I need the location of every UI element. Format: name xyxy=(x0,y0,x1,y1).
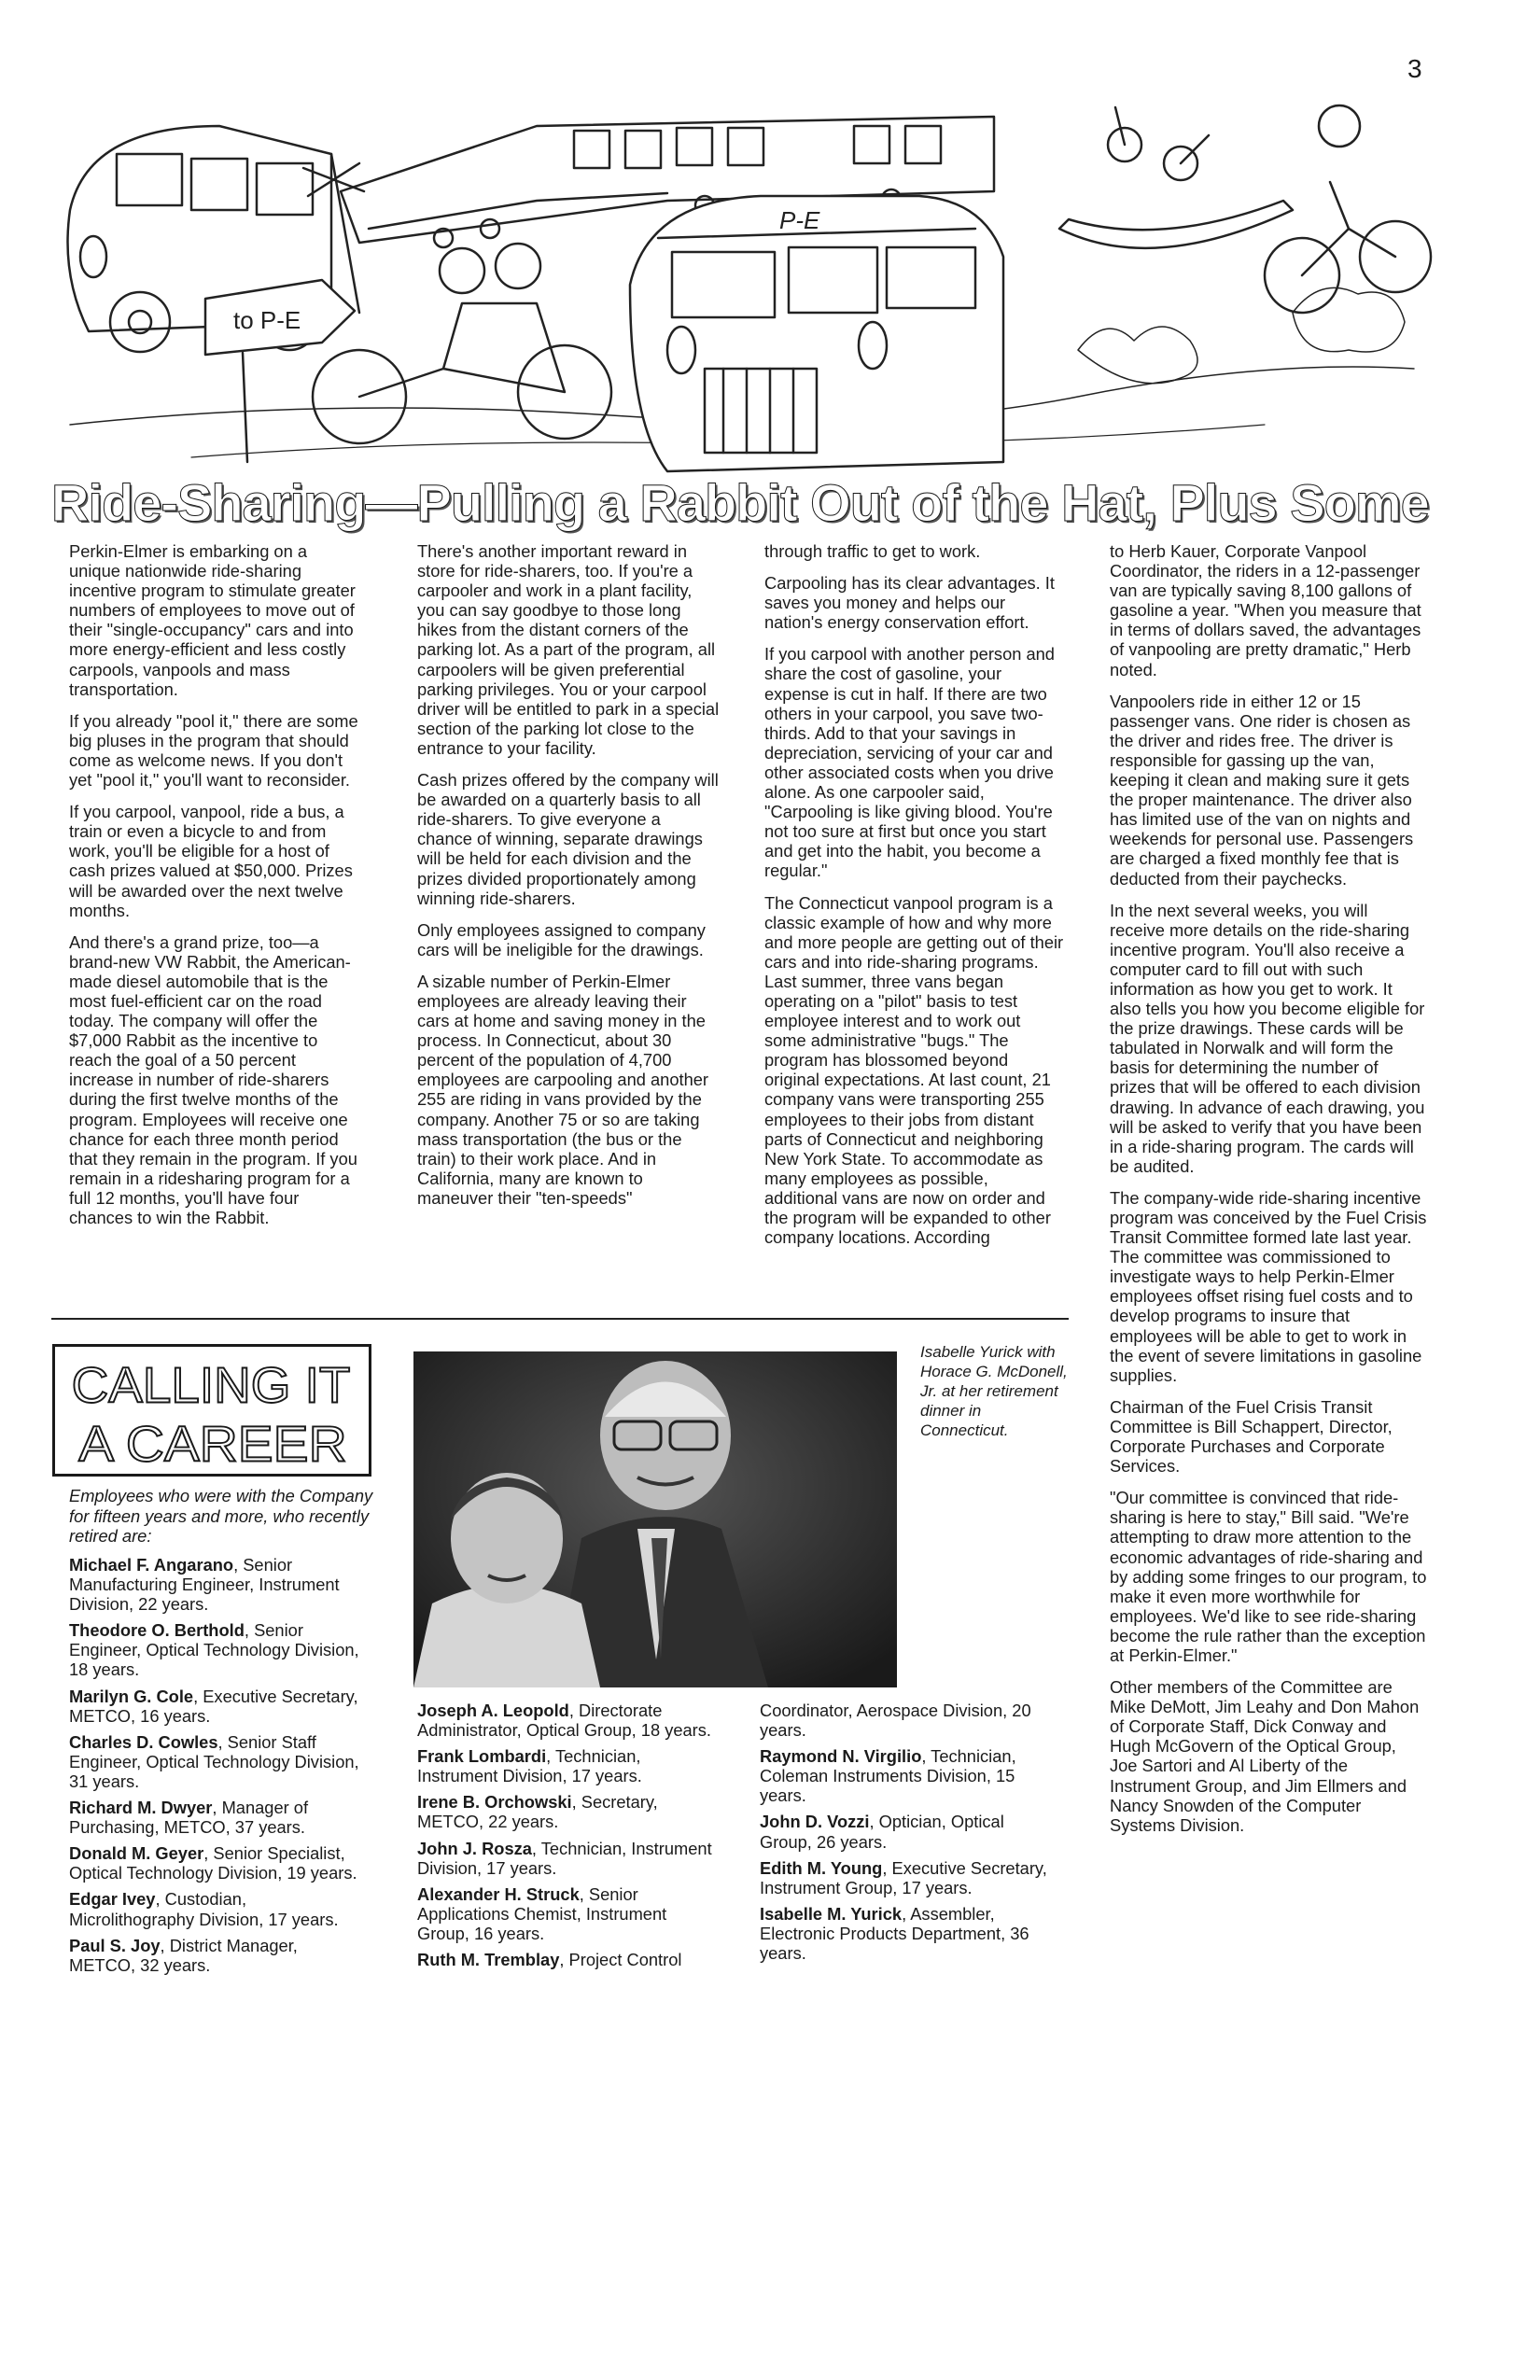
paragraph: And there's a grand prize, too—a brand-new VW Rabbit, the American-made diesel automobile that is the most fuel-efficient car on the road today. The company will offer the $7,000 Rabbit as the incentive to reach the goal of a 50 percent increase in number of ride-sharers during the first twelve months of the program. Employees will receive one chance for each three month period that they remain in the program. If you remain in a ridesharing program for a full 12 months, you'll have four chances to win the Rabbit. xyxy=(69,931,357,1227)
retiree-list-2 xyxy=(417,1701,716,1976)
retiree-detail: , Assembler, Electronic Products Department, 36 years. xyxy=(760,1903,1029,1964)
photo-caption: Isabelle Yurick with Horace G. McDonell, Jr. at her retirement dinner in Connecticut. xyxy=(920,1343,1068,1439)
retiree-list-1 xyxy=(69,1555,368,1981)
retiree-entry xyxy=(760,1904,1058,1963)
section-divider xyxy=(51,1318,1069,1320)
retiree-entry xyxy=(417,1884,716,1943)
retiree-entry xyxy=(417,1839,716,1878)
retiree-name: John J. Rosza xyxy=(417,1838,532,1858)
retiree-name: Paul S. Joy xyxy=(69,1935,161,1955)
retiree-entry xyxy=(69,1732,368,1791)
retiree-name: Joseph A. Leopold xyxy=(417,1701,569,1720)
retiree-name: Edith M. Young xyxy=(760,1857,883,1878)
paragraph: to Herb Kauer, Corporate Vanpool Coordinator, the riders in a 12-passenger van are typically saving 8,100 gallons of gasoline a year. "When you measure that in terms of dollars saved, the advantages of vanpooling are pretty dramatic," Herb noted. xyxy=(1110,541,1421,679)
calling-it-a-career-logo xyxy=(52,1344,371,1477)
retiree-detail: , Custodian, Microlithography Division, 17 years. xyxy=(69,1889,339,1929)
article-column-2 xyxy=(417,541,720,1220)
retiree-entry xyxy=(417,1792,716,1831)
logo-line-1: CALLING IT xyxy=(71,1357,351,1414)
retiree-detail: , Executive Secretary, Instrument Group, 17 years. xyxy=(760,1857,1047,1897)
retiree-entry xyxy=(417,1701,716,1740)
paragraph: Perkin-Elmer is embarking on a unique nationwide ride-sharing incentive program to stimulate greater numbers of employees to move out of their "single-occupancy" cars and into more energy-efficient and less costly carpools, vanpools and mass transportation. xyxy=(69,541,356,699)
retiree-detail: , Senior Staff Engineer, Optical Technology Division, 31 years. xyxy=(69,1731,359,1791)
retiree-detail: , Executive Secretary, METCO, 16 years. xyxy=(69,1686,358,1726)
logo-line-2: A CAREER xyxy=(78,1416,347,1473)
paragraph: Only employees assigned to company cars will be ineligible for the drawings. xyxy=(417,919,706,959)
article-column-1 xyxy=(69,541,358,1239)
paragraph: The company-wide ride-sharing incentive program was conceived by the Fuel Crisis Transit Committee formed late last year. The committee was commissioned to investigate ways to help Perkin-Elmer employees offset rising fuel costs and to develop programs to insure that employees will be able to get to work in the event of severe limitations in gasoline supplies. xyxy=(1110,1187,1427,1385)
paragraph: Carpooling has its clear advantages. It saves you money and helps our nation's energy conservation effort. xyxy=(764,573,1055,633)
retiree-name: Edgar Ivey xyxy=(69,1889,156,1910)
canoe-drawing xyxy=(1059,107,1293,248)
retiree-detail: , Technician, Instrument Division, 17 years. xyxy=(417,1746,642,1786)
retiree-name: Theodore O. Berthold xyxy=(69,1620,245,1641)
paragraph: Chairman of the Fuel Crisis Transit Committee is Bill Schappert, Director, Corporate Purchases and Corporate Services. xyxy=(1110,1396,1393,1477)
retiree-list-3 xyxy=(760,1701,1058,1969)
retiree-intro: Employees who were with the Company for fifteen years and more, who recently retired are: xyxy=(69,1486,373,1546)
retiree-name: Donald M. Geyer xyxy=(69,1843,204,1864)
retiree-entry xyxy=(417,1950,716,1969)
van-text: P-E xyxy=(779,206,820,234)
retiree-entry xyxy=(69,1889,368,1928)
retiree-name: John D. Vozzi xyxy=(760,1812,870,1832)
paragraph: The Connecticut vanpool program is a classic example of how and why more and more people are getting out of their cars and into ride-sharing programs. Last summer, three vans began operating on a "pilot" basis to test employee interest and to work out some administrative "bugs." The program has blossomed beyond original expectations. At last count, 21 company vans were transporting 255 employees to their jobs from distant parts of Connecticut and neighboring New York State. To accommodate as many employees as possible, additional vans are now on order and the program will be expanded to other company locations. According xyxy=(764,892,1064,1248)
paragraph: through traffic to get to work. xyxy=(764,541,981,561)
retiree-entry xyxy=(69,1687,368,1726)
retiree-detail: , District Manager, METCO, 32 years. xyxy=(69,1935,298,1975)
retiree-entry xyxy=(69,1555,368,1614)
tandem-bicycle-drawing xyxy=(313,244,611,443)
retiree-name: Ruth M. Tremblay xyxy=(417,1950,560,1970)
retiree-name: Irene B. Orchowski xyxy=(417,1792,572,1813)
paragraph: Vanpoolers ride in either 12 or 15 passenger vans. One rider is chosen as the driver and rides free. The driver is responsible for gassing up the van, keeping it clean and making sure it gets the proper maintenance. The driver also has limited use of the van on nights and weekends for personal use. Passengers are charged a fixed monthly fee that is deducted from their paychecks. xyxy=(1110,691,1414,889)
retiree-entry xyxy=(69,1798,368,1837)
retiree-name: Isabelle M. Yurick xyxy=(760,1903,903,1924)
retirement-photo xyxy=(413,1351,897,1687)
bus-drawing xyxy=(630,196,1003,471)
retiree-detail: , Technician, Coleman Instruments Division, 15 years. xyxy=(760,1746,1016,1806)
retiree-entry xyxy=(417,1746,716,1785)
retiree-entry-continued: Coordinator, Aerospace Division, 20 years. xyxy=(760,1701,1031,1741)
paragraph: Other members of the Committee are Mike DeMott, Jim Leahy and Don Mahon of Corporate Staff, Dick Conway and Hugh McGovern of the Optical Group, Joe Sartori and Al Liberty of the Instrument Group, and Jim Ellmers and Nancy Snowden of the Computer Systems Division. xyxy=(1110,1677,1420,1835)
paragraph: In the next several weeks, you will receive more details on the ride-sharing incentive program. You'll also receive a computer card to fill out with such information as how you get to work. It also tells you how you become eligible for the prize drawings. These cards will be tabulated in Norwalk and will form the basis for determining the number of prizes that will be offered to each division drawing. In advance of each drawing, you will be asked to verify that you have been in a ride-sharing program. The cards will be audited. xyxy=(1110,900,1425,1176)
retiree-detail: , Technician, Instrument Division, 17 years. xyxy=(417,1838,712,1878)
paragraph: If you already "pool it," there are some big pluses in the program that should come as welcome news. If you don't yet "pool it," you'll want to reconsider. xyxy=(69,710,358,791)
retiree-name: Richard M. Dwyer xyxy=(69,1798,213,1818)
retiree-detail: , Senior Applications Chemist, Instrument Group, 16 years. xyxy=(417,1883,667,1943)
retiree-name: Charles D. Cowles xyxy=(69,1731,218,1752)
bicycle-drawing xyxy=(1265,105,1431,313)
paragraph: "Our committee is convinced that ride-sharing is here to stay," Bill said. "We're attempting to draw more attention to the economic advantages of ride-sharing and by adding some fringes to our program, to make it even more worthwhile for employees. We'd like to see ride-sharing become the rule rather than the exception at Perkin-Elmer." xyxy=(1110,1488,1427,1665)
page-number: 3 xyxy=(1407,54,1422,83)
paragraph: There's another important reward in store for ride-sharers, too. If you're a carpooler and work in a plant facility, you can say goodbye to those long hikes from the distant corners of the parking lot. As a part of the program, all carpoolers will be given preferential parking privileges. You or your carpool driver will be entitled to park in a special section of the parking lot close to the entrance to your facility. xyxy=(417,541,720,758)
retiree-name: Michael F. Angarano xyxy=(69,1555,234,1575)
retiree-entry xyxy=(760,1812,1058,1851)
retiree-detail: , Senior Specialist, Optical Technology Division, 19 years. xyxy=(69,1843,357,1883)
retiree-detail: , Project Control xyxy=(559,1950,682,1970)
paragraph: A sizable number of Perkin-Elmer employees are already leaving their cars at home and saving money in the process. In Connecticut, about 30 percent of the population of 4,700 employees are carpooling and another 255 are riding in vans provided by the company. Another 75 or so are taking mass transportation (the bus or the train) to their work place. And in California, many are known to maneuver their "ten-speeds" xyxy=(417,971,709,1208)
retiree-entry xyxy=(760,1858,1058,1897)
retiree-detail: , Senior Engineer, Optical Technology Division, 18 years. xyxy=(69,1620,359,1680)
retiree-entry xyxy=(69,1620,368,1679)
article-column-3 xyxy=(764,541,1065,1259)
paragraph: If you carpool, vanpool, ride a bus, a train or even a bicycle to and from work, you'll be eligible for a host of cash prizes valued at $50,000. Prizes will be awarded over the next twelve months. xyxy=(69,802,353,920)
paragraph: Cash prizes offered by the company will be awarded on a quarterly basis to all ride-sharers. To give everyone a chance of winning, separate drawings will be held for each division and the prizes divided proportionately among winning ride-sharers. xyxy=(417,770,719,908)
retiree-entry xyxy=(69,1843,368,1883)
retiree-name: Frank Lombardi xyxy=(417,1746,547,1767)
paragraph: If you carpool with another person and share the cost of gasoline, your expense is cut in half. If there are two others in your carpool, you save two-thirds. Add to that your savings in depreciation, servicing of your car and other associated costs when you drive alone. As one carpooler said, "Carpooling is like giving blood. You're not too sure at first but once you start and get into the habit, you become a regular." xyxy=(764,644,1055,881)
retiree-detail: , Directorate Administrator, Optical Group, 18 years. xyxy=(417,1701,711,1741)
retiree-detail: , Manager of Purchasing, METCO, 37 years. xyxy=(69,1798,309,1838)
sign-text: to P-E xyxy=(233,306,301,334)
retiree-name: Alexander H. Struck xyxy=(417,1883,580,1904)
retiree-entry xyxy=(760,1746,1058,1805)
retiree-name: Marilyn G. Cole xyxy=(69,1686,194,1706)
retiree-detail: , Secretary, METCO, 22 years. xyxy=(417,1792,658,1832)
retiree-detail: , Senior Manufacturing Engineer, Instrument Division, 22 years. xyxy=(69,1555,340,1615)
ride-sharing-illustration xyxy=(51,89,1433,481)
headline: Ride-Sharing—Pulling a Rabbit Out of the Hat, Plus Some xyxy=(51,473,1429,532)
article-column-4 xyxy=(1110,541,1427,1847)
retiree-detail: , Optician, Optical Group, 26 years. xyxy=(760,1812,1004,1852)
retiree-name: Raymond N. Virgilio xyxy=(760,1746,922,1767)
retiree-entry xyxy=(69,1936,368,1975)
